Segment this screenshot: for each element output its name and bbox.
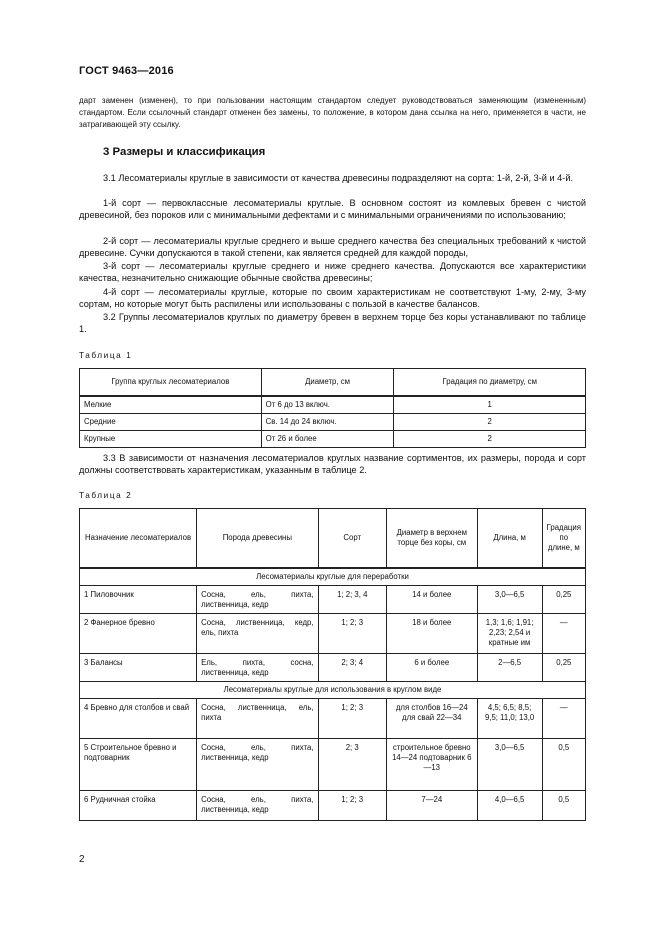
- table-cell: 0,25: [542, 586, 585, 614]
- table-row: [80, 654, 586, 682]
- table2-header-cell: Длина, м: [477, 509, 542, 569]
- table-cell: 7—24: [386, 791, 477, 821]
- table-cell: 4 Бревно для столбов и свай: [80, 699, 197, 739]
- table-cell: для столбов 16—24 для свай 22—34: [386, 699, 477, 739]
- paragraph-3-2: 3.2 Группы лесоматериалов круглых по диаметру бревен в верхнем торце без коры устанавливают по таблице 1.: [79, 312, 586, 335]
- table1-caption: Таблица 1: [79, 351, 133, 360]
- table-cell: —: [542, 699, 585, 739]
- table-cell: Сосна, лиственница, ель, пихта: [197, 699, 318, 739]
- paragraph-3-3: 3.3 В зависимости от назначения лесоматериалов круглых название сортиментов, их размеры, порода и сорт должны соответствовать характеристикам, указанным в таблице 2.: [79, 453, 586, 476]
- table1-header-row: [80, 369, 586, 397]
- table2-header-cell: Сорт: [318, 509, 386, 569]
- table-cell: 3 Балансы: [80, 654, 197, 682]
- table-cell: 18 и более: [386, 614, 477, 654]
- paragraph-grade-4: 4-й сорт — лесоматериалы круглые, которые по своим характеристикам не соответствуют 1-му, 2-му, 3-му сортам, но которые могут быть распилены или использованы с пользой в качестве балансов.: [79, 287, 586, 310]
- table-cell: Средние: [80, 414, 262, 431]
- table-1: [79, 368, 586, 448]
- table-cell: 6 Рудничная стойка: [80, 791, 197, 821]
- section-heading: 3 Размеры и классификация: [103, 146, 266, 158]
- table-row: [80, 431, 586, 448]
- paragraph-grade-3: 3-й сорт — лесоматериалы круглые среднего и ниже среднего качества. Допускаются все характеристики качества, незначительно снижающие обычные свойства древесины;: [79, 261, 586, 284]
- table-row: [80, 791, 586, 821]
- table2-header-cell: Назначение лесоматериалов: [80, 509, 197, 569]
- paragraph-grade-1: 1-й сорт — первоклассные лесоматериалы круглые. В основном состоят из комлевых бревен с чистой древесиной, без пороков или с минимальными дефектами и с минимальными ограничениями по использованию;: [79, 198, 586, 221]
- table-cell: Сосна, ель, пихта, лиственница, кедр: [197, 791, 318, 821]
- table-cell: 2; 3; 4: [318, 654, 386, 682]
- table-cell: Сосна, ель, пихта, лиственница, кедр: [197, 739, 318, 791]
- table-cell: 1; 2; 3: [318, 699, 386, 739]
- table1-header-cell: Градация по диаметру, см: [394, 369, 586, 397]
- table-2: [79, 508, 586, 821]
- table-cell: 4,0—6,5: [477, 791, 542, 821]
- table-cell: 0,5: [542, 739, 585, 791]
- paragraph-3-1: 3.1 Лесоматериалы круглые в зависимости от качества древесины подразделяют на сорта: 1-й, 2-й, 3-й и 4-й.: [103, 173, 574, 183]
- document-header: ГОСТ 9463—2016: [79, 65, 174, 77]
- table1-header-cell: Диаметр, см: [261, 369, 394, 397]
- table-cell: 4,5; 6,5; 8,5; 9,5; 11,0; 13,0: [477, 699, 542, 739]
- table-cell: 5 Строительное бревно и подтоварник: [80, 739, 197, 791]
- table-cell: 2—6,5: [477, 654, 542, 682]
- page-number: 2: [79, 854, 85, 865]
- table-cell: 2: [394, 414, 586, 431]
- table-cell: 1: [394, 396, 586, 414]
- table-cell: 1 Пиловочник: [80, 586, 197, 614]
- table-cell: 14 и более: [386, 586, 477, 614]
- table-cell: 3,0—6,5: [477, 586, 542, 614]
- table-cell: 2; 3: [318, 739, 386, 791]
- table-cell: 0,5: [542, 791, 585, 821]
- table-cell: —: [542, 614, 585, 654]
- table-cell: 0,25: [542, 654, 585, 682]
- table-row: [80, 414, 586, 431]
- table-cell: Св. 14 до 24 включ.: [261, 414, 394, 431]
- table-cell: 1; 2; 3, 4: [318, 586, 386, 614]
- table-row: [80, 699, 586, 739]
- table-cell: Мелкие: [80, 396, 262, 414]
- table2-header-cell: Диаметр в верхнем торце без коры, см: [386, 509, 477, 569]
- paragraph-grade-2: 2-й сорт — лесоматериалы круглые среднего и выше среднего качества без специальных требований к чистой древесине. Сучки допускаются в такой степени, как является средней для каждой породы,: [79, 236, 586, 259]
- table-cell: 6 и более: [386, 654, 477, 682]
- table-cell: Сосна, лиственница, кедр, ель, пихта: [197, 614, 318, 654]
- table2-header-row: [80, 509, 586, 569]
- intro-paragraph: дарт заменен (изменен), то при пользовании настоящим стандартом следует руководствоваться заменяющим (измененным) стандартом. Если ссылочный стандарт отменен без замены, то положение, в котором дана ссылка на него, применяется в части, не затрагивающей эту ссылку.: [79, 96, 586, 129]
- section-label: Лесоматериалы круглые для переработки: [80, 568, 586, 586]
- table2-caption: Таблица 2: [79, 491, 133, 500]
- table2-section-row: [80, 568, 586, 586]
- table2-header-cell: Градация по длине, м: [542, 509, 585, 569]
- table2-section-row: [80, 682, 586, 699]
- table-cell: Крупные: [80, 431, 262, 448]
- table-row: [80, 586, 586, 614]
- table-row: [80, 739, 586, 791]
- table-cell: 1; 2; 3: [318, 614, 386, 654]
- table-row: [80, 614, 586, 654]
- table1-header-cell: Группа круглых лесоматериалов: [80, 369, 262, 397]
- table-cell: 1,3; 1,6; 1,91; 2,23; 2,54 и кратные им: [477, 614, 542, 654]
- table-row: [80, 396, 586, 414]
- table2-header-cell: Порода древесины: [197, 509, 318, 569]
- table-cell: 1; 2; 3: [318, 791, 386, 821]
- table-cell: 3,0—6,5: [477, 739, 542, 791]
- table-cell: строительное бревно 14—24 подтоварник 6—13: [386, 739, 477, 791]
- section-label: Лесоматериалы круглые для использования в круглом виде: [80, 682, 586, 699]
- table-cell: От 6 до 13 включ.: [261, 396, 394, 414]
- table-cell: Сосна, ель, пихта, лиственница, кедр: [197, 586, 318, 614]
- table-cell: От 26 и более: [261, 431, 394, 448]
- table-cell: 2 Фанерное бревно: [80, 614, 197, 654]
- table-cell: 2: [394, 431, 586, 448]
- table-cell: Ель, пихта, сосна, лиственница, кедр: [197, 654, 318, 682]
